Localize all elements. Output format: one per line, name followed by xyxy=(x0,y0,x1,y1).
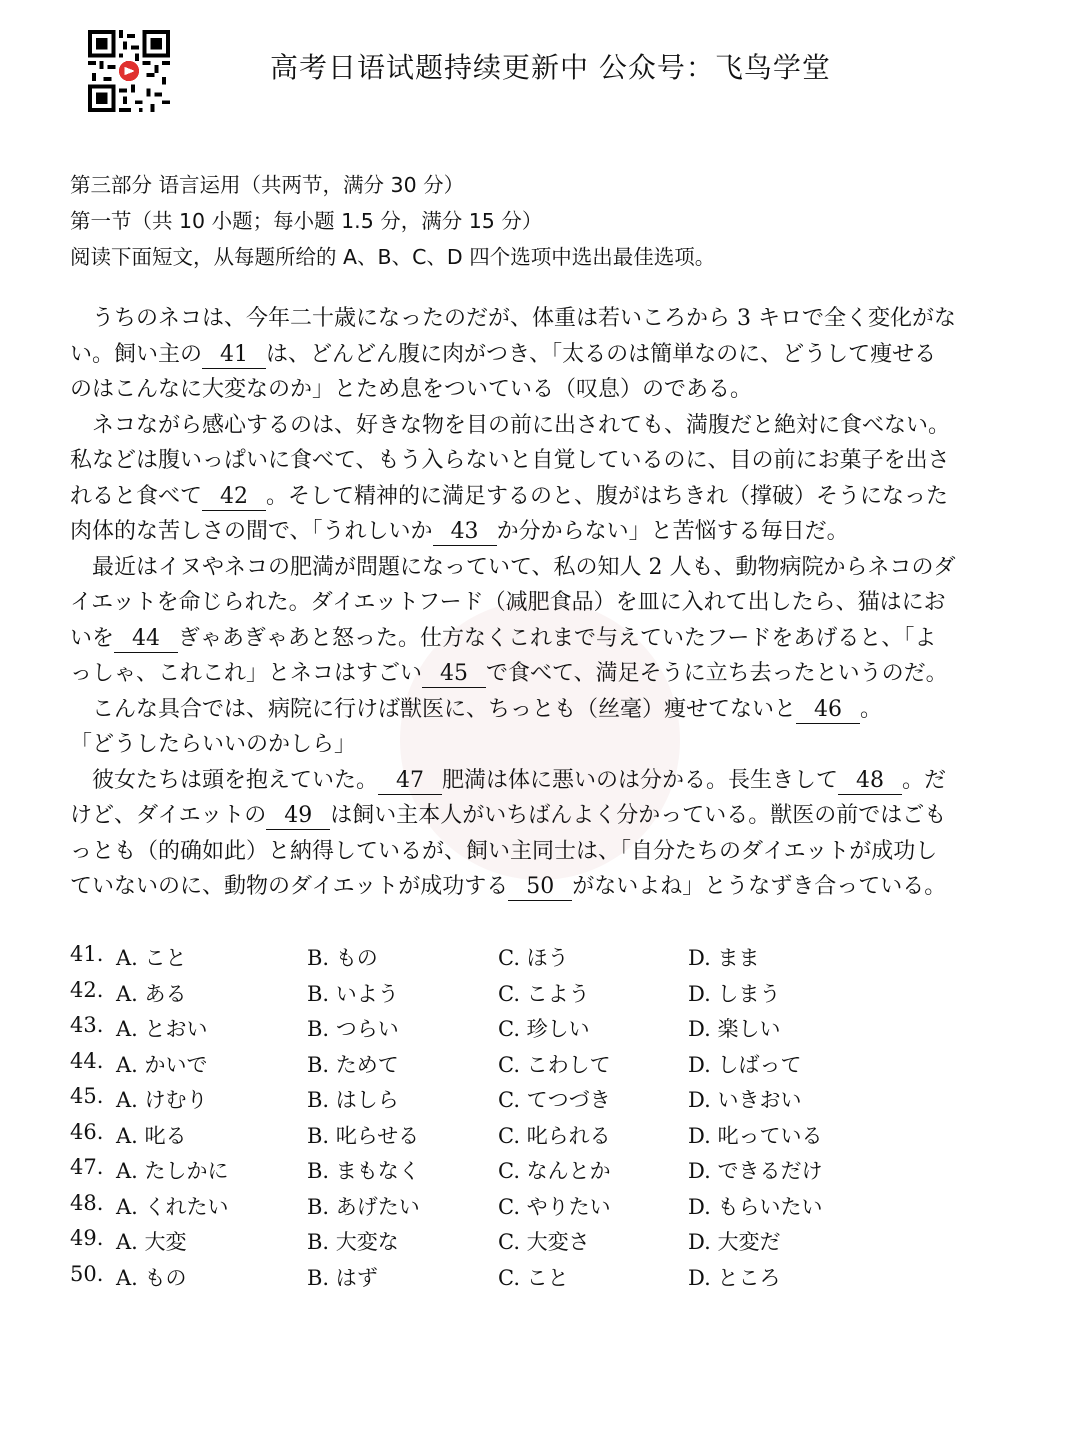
option-C[interactable]: C. 叱られる xyxy=(498,1123,611,1148)
passage-line xyxy=(70,411,950,441)
passage-text: 彼女たちは頭を抱えていた。 xyxy=(70,767,379,793)
passage-text: 肉体的な苦しさの間で、「うれしいか xyxy=(70,519,433,544)
passage-line xyxy=(70,837,937,867)
option-D[interactable]: D. しばって xyxy=(688,1052,802,1077)
option-D[interactable]: D. できるだけ xyxy=(688,1159,823,1183)
passage-text: のはこんなに大変なのか」とため息をついている（叹息）のである。 xyxy=(70,377,753,402)
passage-line xyxy=(70,730,356,760)
passage-line xyxy=(70,553,956,583)
blank-47: 47 xyxy=(378,768,442,795)
passage-line xyxy=(70,872,946,902)
question-number: 46. xyxy=(70,1119,104,1144)
header-title: 高考日语试题持续更新中 公众号：飞鸟学堂 xyxy=(270,51,831,84)
passage-line xyxy=(70,766,946,796)
passage-line xyxy=(70,340,936,370)
option-A[interactable]: A. けむり xyxy=(116,1088,208,1112)
option-A[interactable]: A. 大変 xyxy=(116,1230,187,1254)
passage-text: っしゃ、これこれ」とネコはすごい xyxy=(70,661,423,686)
option-B[interactable]: B. まもなく xyxy=(307,1159,420,1183)
passage-text: は飼い主本人がいちばんよく分かっている。獣医の前ではごも xyxy=(330,803,947,828)
question-number: 50. xyxy=(70,1261,104,1286)
passage-text: ぎゃあぎゃあと怒った。仕方なくこれまで与えていたフードをあげると、「よ xyxy=(178,625,937,651)
option-C[interactable]: C. やりたい xyxy=(498,1194,611,1219)
blank-44: 44 xyxy=(114,626,178,653)
passage-text: 最近はイヌやネコの肥満が問題になっていて、私の知人 2 人も、動物病院からネコのダ xyxy=(70,554,956,580)
qr-code-icon xyxy=(88,30,170,112)
passage-line xyxy=(70,375,752,405)
option-B[interactable]: B. つらい xyxy=(307,1017,399,1041)
passage-line xyxy=(70,588,946,618)
passage-line xyxy=(70,624,936,654)
passage-line xyxy=(70,517,849,547)
option-C[interactable]: C. なんとか xyxy=(498,1159,611,1183)
option-C[interactable]: C. ほう xyxy=(498,946,569,970)
option-A[interactable]: A. ある xyxy=(116,981,187,1006)
passage-text: は、どんどん腹に肉がつき、「太るのは簡単なのに、どうして痩せる xyxy=(266,341,937,367)
passage-text: い。飼い主の xyxy=(70,341,203,367)
blank-48: 48 xyxy=(838,768,902,795)
option-C[interactable]: C. こと xyxy=(498,1265,569,1290)
option-C[interactable]: C. こわして xyxy=(498,1052,611,1077)
option-D[interactable]: D. ところ xyxy=(688,1265,781,1290)
passage-text: がないよね」とうなずき合っている。 xyxy=(572,874,947,899)
option-C[interactable]: C. こよう xyxy=(498,981,590,1006)
option-B[interactable]: B. はず xyxy=(307,1265,378,1290)
question-number: 44. xyxy=(70,1048,104,1073)
blank-42: 42 xyxy=(202,484,266,511)
passage-text: で食べて、満足そうに立ち去ったというのだ。 xyxy=(486,661,948,686)
blank-45: 45 xyxy=(422,661,486,688)
option-C[interactable]: C. てつづき xyxy=(498,1088,611,1112)
question-number: 43. xyxy=(70,1013,104,1037)
passage-text: うちのネコは、今年二十歳になったのだが、体重は若いころから 3 キロで全く変化がな xyxy=(70,306,956,331)
passage-line xyxy=(70,695,882,725)
question-number: 42. xyxy=(70,977,104,1002)
blank-41: 41 xyxy=(202,342,266,369)
option-B[interactable]: B. あげたい xyxy=(307,1194,420,1219)
question-number: 47. xyxy=(70,1155,104,1179)
option-B[interactable]: B. 大変な xyxy=(307,1230,399,1254)
question-number: 41. xyxy=(70,942,104,966)
option-A[interactable]: A. かいで xyxy=(116,1052,208,1077)
passage-text: ていないのに、動物のダイエットが成功する xyxy=(70,874,509,899)
passage-text: 「どうしたらいいのかしら」 xyxy=(70,732,357,757)
passage-text: こんな具合では、病院に行けば獣医に、ちっとも（丝毫）痩せてないと xyxy=(70,696,797,722)
passage-line xyxy=(70,659,948,689)
option-B[interactable]: B. ためて xyxy=(307,1052,399,1077)
option-A[interactable]: A. たしかに xyxy=(116,1159,229,1183)
passage-text: っとも（的确如此）と納得しているが、飼い主同士は、「自分たちのダイエットが成功し xyxy=(70,838,938,864)
passage-text: ネコながら感心するのは、好きな物を目の前に出されても、満腹だと絶対に食べない。 xyxy=(70,412,951,438)
passage-text: れると食べて xyxy=(70,483,203,509)
blank-43: 43 xyxy=(433,519,497,546)
passage-line xyxy=(70,304,956,334)
option-D[interactable]: D. 叱っている xyxy=(688,1123,823,1148)
reading-instruction: 阅读下面短文，从每题所给的 A、B、C、D 四个选项中选出最佳选项。 xyxy=(70,245,716,269)
option-D[interactable]: D. 大変だ xyxy=(688,1230,781,1254)
passage-text: 。 xyxy=(860,696,883,722)
option-D[interactable]: D. まま xyxy=(688,946,760,970)
passage-text: 。そして精神的に満足するのと、腹がはちきれ（撑破）そうになった xyxy=(266,483,949,509)
option-C[interactable]: C. 大変さ xyxy=(498,1230,590,1254)
option-C[interactable]: C. 珍しい xyxy=(498,1017,590,1041)
option-D[interactable]: D. もらいたい xyxy=(688,1194,823,1219)
option-D[interactable]: D. 楽しい xyxy=(688,1017,781,1041)
option-B[interactable]: B. はしら xyxy=(307,1088,399,1112)
option-D[interactable]: D. いきおい xyxy=(688,1088,802,1112)
blank-49: 49 xyxy=(266,803,330,830)
question-number: 49. xyxy=(70,1226,104,1250)
passage-text: 肥満は体に悪いのは分かる。長生きして xyxy=(442,767,839,793)
option-B[interactable]: B. もの xyxy=(307,946,378,970)
option-D[interactable]: D. しまう xyxy=(688,981,781,1006)
section-heading: 第三部分 语言运用（共两节，满分 30 分） xyxy=(70,173,465,197)
option-A[interactable]: A. もの xyxy=(116,1265,187,1290)
passage-text: けど、ダイエットの xyxy=(70,803,267,828)
passage-line xyxy=(70,801,946,831)
option-A[interactable]: A. こと xyxy=(116,946,187,970)
option-A[interactable]: A. 叱る xyxy=(116,1123,187,1148)
passage-text: 私などは腹いっぱいに食べて、もう入らないと自覚しているのに、目の前にお菓子を出さ xyxy=(70,448,950,473)
subsection-heading: 第一节（共 10 小题；每小题 1.5 分，满分 15 分） xyxy=(70,209,543,233)
question-number: 48. xyxy=(70,1190,104,1215)
option-A[interactable]: A. くれたい xyxy=(116,1194,229,1219)
passage-text: イエットを命じられた。ダイエットフード（减肥食品）を皿に入れて出したら、猫はにお xyxy=(70,590,946,615)
passage-text: いを xyxy=(70,625,115,651)
passage-line xyxy=(70,482,948,512)
option-B[interactable]: B. いよう xyxy=(307,981,399,1006)
passage-text: 。だ xyxy=(902,767,947,793)
passage-line xyxy=(70,446,950,476)
passage-text: か分からない」と苦悩する毎日だ。 xyxy=(496,519,849,544)
blank-50: 50 xyxy=(508,874,572,901)
option-B[interactable]: B. 叱らせる xyxy=(307,1123,420,1148)
blank-46: 46 xyxy=(796,697,860,724)
question-number: 45. xyxy=(70,1084,104,1108)
option-A[interactable]: A. とおい xyxy=(116,1017,208,1041)
